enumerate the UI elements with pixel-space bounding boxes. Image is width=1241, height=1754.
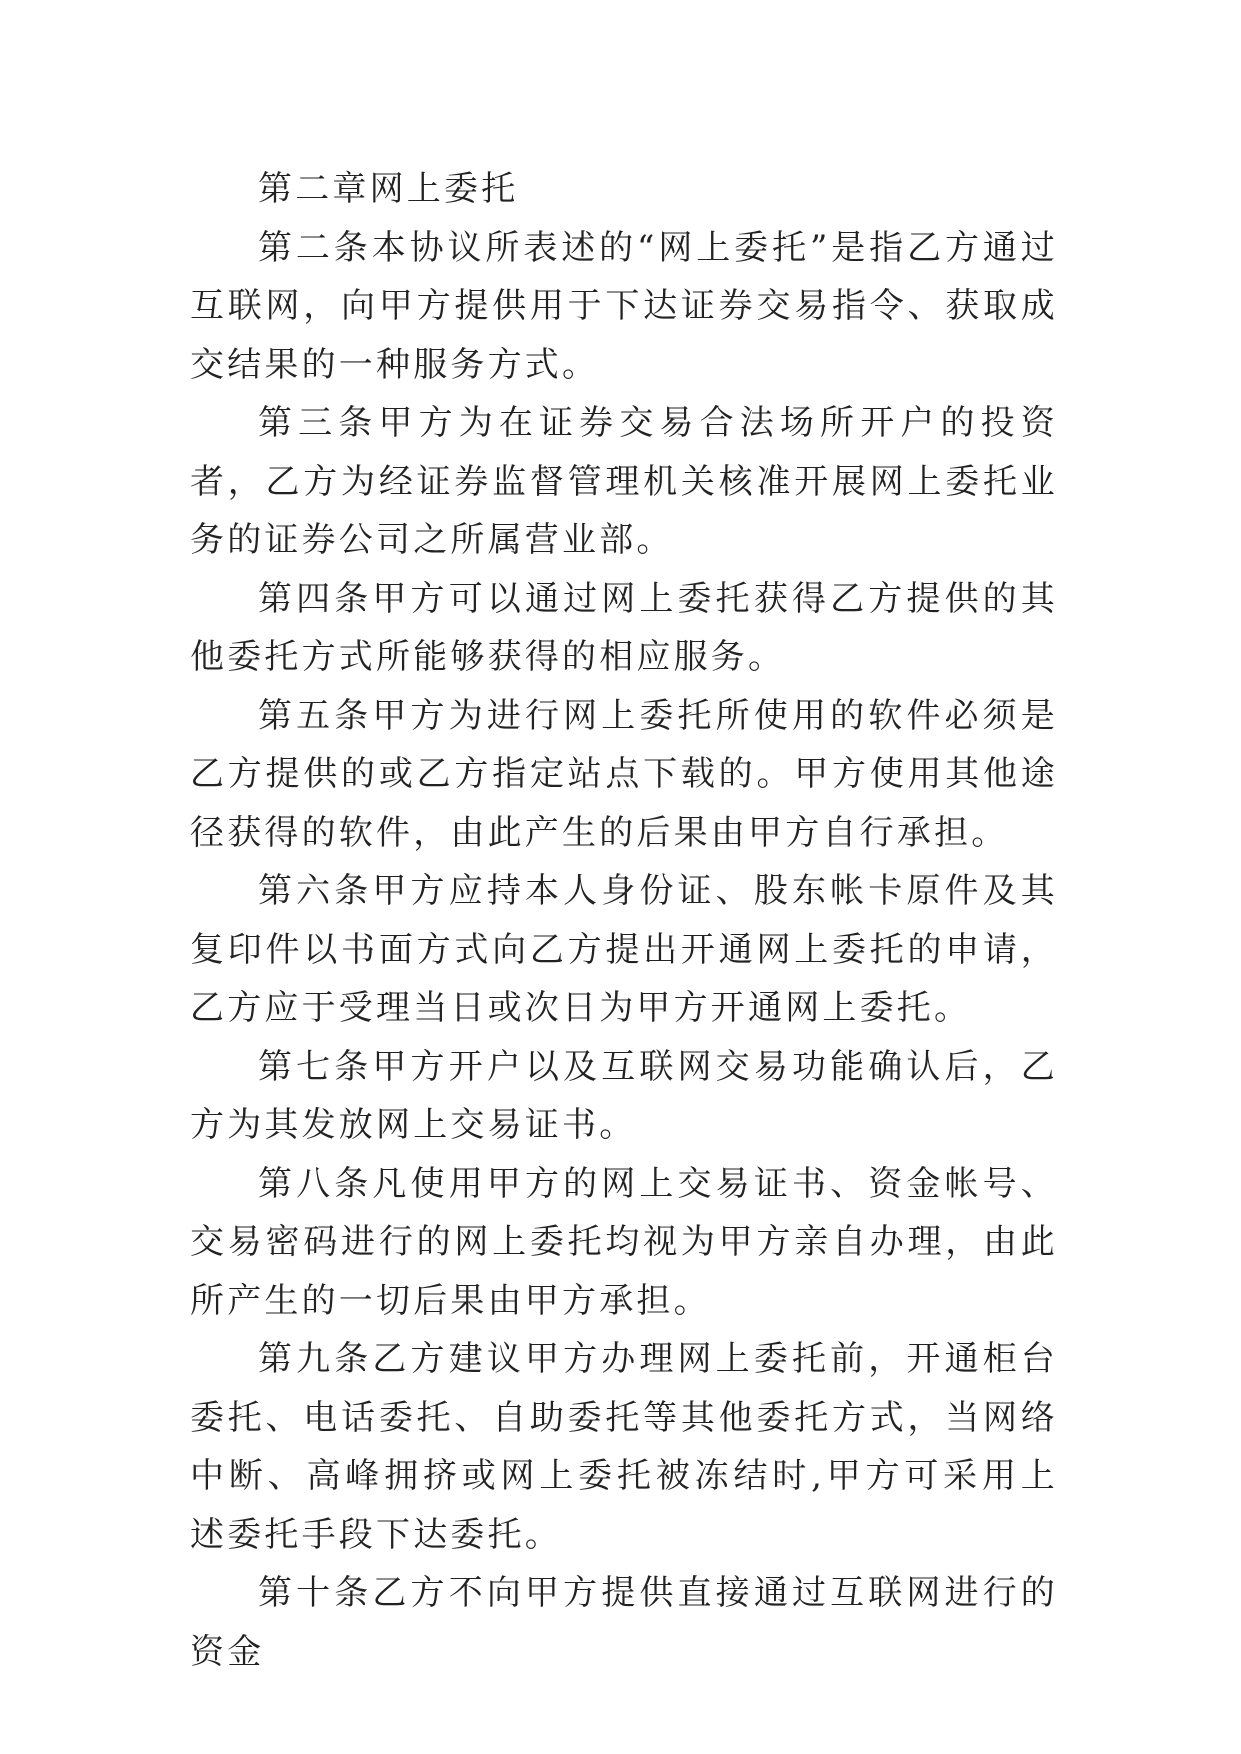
- chapter-heading: 第二章网上委托: [258, 169, 519, 209]
- article-7-paragraph: 第七条甲方开户以及互联网交易功能确认后，乙方为其发放网上交易证书。: [190, 1046, 1058, 1145]
- article-3-paragraph: 第三条甲方为在证券交易合法场所开户的投资者，乙方为经证券监督管理机关核准开展网上委托业务的证券公司之所属营业部。: [190, 403, 1058, 560]
- article-2-paragraph: 第二条本协议所表述的“网上委托”是指乙方通过互联网，向甲方提供用于下达证券交易指令、获取成交结果的一种服务方式。: [190, 227, 1058, 385]
- article-4-paragraph: 第四条甲方可以通过网上委托获得乙方提供的其他委托方式所能够获得的相应服务。: [190, 578, 1058, 677]
- article-10-paragraph: 第十条乙方不向甲方提供直接通过互联网进行的资金: [190, 1573, 1058, 1672]
- article-5-paragraph: 第五条甲方为进行网上委托所使用的软件必须是乙方提供的或乙方指定站点下载的。甲方使用其他途径获得的软件，由此产生的后果由甲方自行承担。: [190, 695, 1058, 853]
- article-9-paragraph: 第九条乙方建议甲方办理网上委托前，开通柜台委托、电话委托、自助委托等其他委托方式，当网络中断、高峰拥挤或网上委托被冻结时,甲方可采用上述委托手段下达委托。: [190, 1339, 1058, 1555]
- document-body: [190, 160, 1058, 1681]
- article-6-paragraph: 第六条甲方应持本人身份证、股东帐卡原件及其复印件以书面方式向乙方提出开通网上委托的申请，乙方应于受理当日或次日为甲方开通网上委托。: [190, 871, 1058, 1028]
- article-8-paragraph: 第八条凡使用甲方的网上交易证书、资金帐号、交易密码进行的网上委托均视为甲方亲自办理，由此所产生的一切后果由甲方承担。: [190, 1163, 1058, 1321]
